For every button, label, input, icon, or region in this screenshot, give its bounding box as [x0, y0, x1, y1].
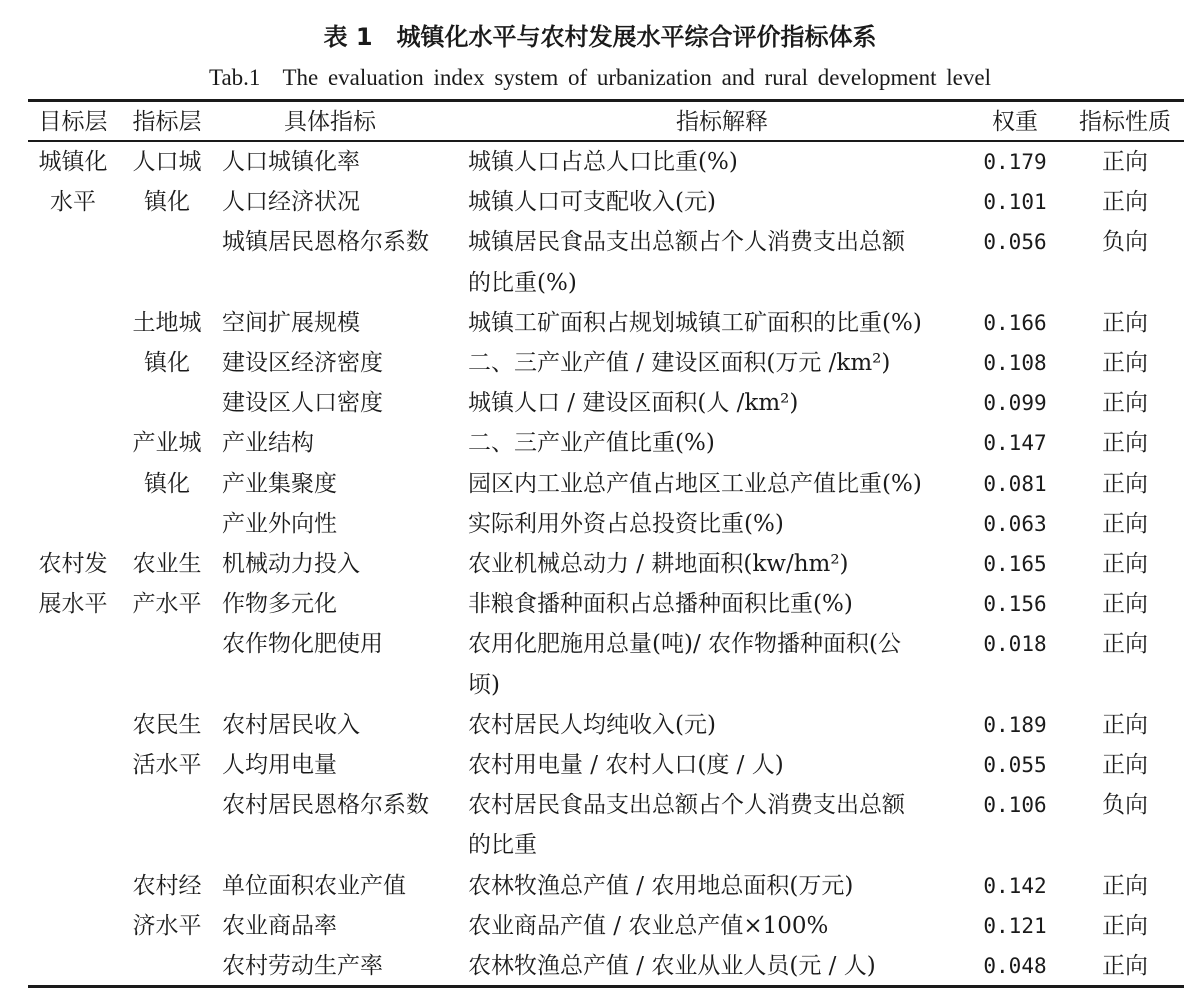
explanation-cell: 的比重(%)	[468, 269, 577, 296]
table-title-english	[0, 62, 1200, 94]
table-row	[0, 423, 1200, 463]
table-row	[0, 343, 1200, 383]
criterion-cell: 镇化	[144, 470, 190, 497]
header-target-layer: 目标层	[38, 109, 108, 135]
weight-cell	[978, 263, 1052, 303]
nature-cell: 正向	[1102, 711, 1148, 738]
criterion-cell: 活水平	[132, 752, 202, 778]
indicator-cell: 人口城镇化率	[222, 149, 360, 175]
criterion-cell	[122, 785, 212, 825]
indicator-cell: 作物多元化	[222, 591, 337, 618]
indicator-cell: 人均用电量	[222, 752, 337, 778]
weight-cell: 0.189	[983, 712, 1047, 737]
target-cell	[28, 705, 118, 745]
table-row	[0, 504, 1200, 544]
criterion-cell	[122, 504, 212, 544]
explanation-cell: 农林牧渔总产值 / 农用地总面积(万元)	[468, 872, 854, 899]
criterion-cell	[122, 665, 212, 705]
table-row	[0, 825, 1200, 865]
nature-cell	[1066, 825, 1184, 865]
nature-cell: 负向	[1102, 229, 1148, 256]
weight-cell: 0.063	[983, 511, 1047, 536]
target-cell	[28, 866, 118, 906]
explanation-cell: 农业商品产值 / 农业总产值×100%	[468, 912, 829, 939]
criterion-cell: 农民生	[132, 711, 202, 738]
weight-cell: 0.081	[983, 471, 1047, 496]
table-row	[0, 182, 1200, 222]
table-row	[0, 705, 1200, 745]
nature-cell	[1066, 263, 1184, 303]
weight-cell: 0.099	[983, 391, 1047, 416]
indicator-cell: 建设区经济密度	[222, 350, 383, 376]
nature-cell: 正向	[1102, 631, 1148, 658]
header-weight: 权重	[992, 109, 1038, 135]
table-row	[0, 263, 1200, 303]
header-indicator: 具体指标	[284, 109, 376, 135]
table-row	[0, 906, 1200, 946]
indicator-cell: 产业结构	[222, 430, 314, 457]
explanation-cell: 农村居民食品支出总额占个人消费支出总额	[468, 792, 905, 819]
explanation-cell: 的比重	[468, 832, 537, 859]
target-cell	[28, 745, 118, 785]
table-row	[0, 222, 1200, 262]
indicator-cell: 单位面积农业产值	[222, 872, 406, 899]
criterion-cell: 镇化	[144, 189, 190, 216]
indicator-cell: 产业外向性	[222, 510, 337, 537]
explanation-cell: 园区内工业总产值占地区工业总产值比重(%)	[468, 470, 922, 497]
criterion-cell	[122, 222, 212, 262]
weight-cell	[978, 825, 1052, 865]
indicator-cell: 农业商品率	[222, 912, 337, 939]
criterion-cell: 产业城	[132, 430, 202, 457]
indicator-cell: 农作物化肥使用	[222, 631, 383, 658]
target-cell	[28, 263, 118, 303]
criterion-cell: 镇化	[144, 350, 190, 376]
target-cell: 农村发	[38, 551, 108, 577]
nature-cell	[1066, 665, 1184, 705]
nature-cell: 正向	[1102, 149, 1148, 175]
nature-cell: 负向	[1102, 792, 1148, 819]
table-row	[0, 383, 1200, 423]
target-cell	[28, 343, 118, 383]
nature-cell: 正向	[1102, 470, 1148, 497]
nature-cell: 正向	[1102, 430, 1148, 457]
target-cell: 展水平	[38, 591, 108, 618]
indicator-cell: 机械动力投入	[222, 551, 360, 577]
indicator-cell	[222, 825, 462, 865]
target-cell	[28, 785, 118, 825]
indicator-cell: 农村居民恩格尔系数	[222, 792, 429, 819]
explanation-cell: 农村用电量 / 农村人口(度 / 人)	[468, 752, 784, 778]
table-row	[0, 866, 1200, 906]
explanation-cell: 城镇人口占总人口比重(%)	[468, 149, 738, 175]
weight-cell: 0.018	[983, 632, 1047, 657]
indicator-cell: 农村劳动生产率	[222, 953, 383, 979]
nature-cell: 正向	[1102, 390, 1148, 417]
nature-cell: 正向	[1102, 551, 1148, 577]
nature-cell: 正向	[1102, 591, 1148, 618]
weight-cell: 0.108	[983, 351, 1047, 375]
header-nature: 指标性质	[1079, 109, 1171, 135]
indicator-cell	[222, 263, 462, 303]
table-row	[0, 665, 1200, 705]
table-row	[0, 464, 1200, 504]
table-row	[0, 584, 1200, 624]
explanation-cell: 城镇工矿面积占规划城镇工矿面积的比重(%)	[468, 309, 922, 336]
explanation-cell: 顷)	[468, 671, 500, 698]
target-cell	[28, 504, 118, 544]
target-cell	[28, 222, 118, 262]
criterion-cell: 土地城	[132, 309, 202, 336]
target-cell	[28, 665, 118, 705]
table-bottom-rule	[28, 985, 1184, 988]
target-cell	[28, 906, 118, 946]
table-row	[0, 303, 1200, 343]
table-title-chinese	[0, 20, 1200, 54]
indicator-cell: 城镇居民恩格尔系数	[222, 229, 429, 256]
explanation-cell: 实际利用外资占总投资比重(%)	[468, 510, 784, 537]
table-number-english: Tab.1	[209, 65, 261, 90]
explanation-cell: 城镇人口 / 建设区面积(人 /km²)	[468, 390, 799, 417]
indicator-cell: 建设区人口密度	[222, 390, 383, 417]
target-cell	[28, 383, 118, 423]
criterion-cell	[122, 383, 212, 423]
indicator-cell	[222, 665, 462, 705]
indicator-cell: 人口经济状况	[222, 189, 360, 216]
weight-cell: 0.166	[983, 310, 1047, 335]
weight-cell: 0.179	[983, 150, 1047, 174]
criterion-cell: 人口城	[132, 149, 202, 175]
criterion-cell	[122, 624, 212, 664]
explanation-cell: 二、三产业产值比重(%)	[468, 430, 715, 457]
table-row	[0, 142, 1200, 182]
weight-cell: 0.106	[983, 793, 1047, 818]
weight-cell: 0.165	[983, 552, 1047, 576]
criterion-cell	[122, 825, 212, 865]
table-row	[0, 745, 1200, 785]
weight-cell: 0.048	[983, 954, 1047, 978]
criterion-cell: 农村经	[132, 872, 202, 899]
header-explanation: 指标解释	[676, 109, 768, 135]
table-title-chinese-text: 城镇化水平与农村发展水平综合评价指标体系	[396, 23, 877, 51]
target-cell	[28, 946, 118, 986]
target-cell	[28, 423, 118, 463]
weight-cell: 0.056	[983, 230, 1047, 255]
explanation-cell: 城镇人口可支配收入(元)	[468, 189, 716, 216]
explanation-cell: 农村居民人均纯收入(元)	[468, 711, 716, 738]
criterion-cell	[122, 946, 212, 986]
nature-cell: 正向	[1102, 912, 1148, 939]
explanation-cell: 农林牧渔总产值 / 农业从业人员(元 / 人)	[468, 953, 876, 979]
target-cell	[28, 825, 118, 865]
header-criterion-layer: 指标层	[132, 109, 202, 135]
criterion-cell: 产水平	[132, 591, 202, 618]
indicator-cell: 产业集聚度	[222, 470, 337, 497]
weight-cell: 0.142	[983, 873, 1047, 898]
criterion-cell: 济水平	[132, 912, 202, 939]
weight-cell: 0.147	[983, 431, 1047, 456]
target-cell	[28, 303, 118, 343]
target-cell	[28, 464, 118, 504]
table-title-english-text: The evaluation index system of urbanization and rural development level	[282, 65, 991, 90]
indicator-cell: 农村居民收入	[222, 711, 360, 738]
table-row	[0, 946, 1200, 986]
explanation-cell: 城镇居民食品支出总额占个人消费支出总额	[468, 229, 905, 256]
weight-cell	[978, 665, 1052, 705]
nature-cell: 正向	[1102, 350, 1148, 376]
nature-cell: 正向	[1102, 872, 1148, 899]
indicator-cell: 空间扩展规模	[222, 309, 360, 336]
table-row	[0, 785, 1200, 825]
weight-cell: 0.055	[983, 753, 1047, 777]
criterion-cell: 农业生	[132, 551, 202, 577]
nature-cell: 正向	[1102, 510, 1148, 537]
nature-cell: 正向	[1102, 752, 1148, 778]
weight-cell: 0.121	[983, 913, 1047, 938]
criterion-cell	[122, 263, 212, 303]
target-cell: 水平	[50, 189, 96, 216]
table-number-chinese: 表 1	[323, 23, 373, 51]
weight-cell: 0.156	[983, 592, 1047, 617]
nature-cell: 正向	[1102, 189, 1148, 216]
explanation-cell: 农用化肥施用总量(吨)/ 农作物播种面积(公	[468, 631, 901, 658]
table-row	[0, 624, 1200, 664]
explanation-cell: 二、三产业产值 / 建设区面积(万元 /km²)	[468, 350, 891, 376]
weight-cell: 0.101	[983, 190, 1047, 215]
target-cell: 城镇化	[38, 149, 108, 175]
explanation-cell: 农业机械总动力 / 耕地面积(kw/hm²)	[468, 551, 849, 577]
nature-cell: 正向	[1102, 309, 1148, 336]
nature-cell: 正向	[1102, 953, 1148, 979]
explanation-cell: 非粮食播种面积占总播种面积比重(%)	[468, 591, 853, 618]
table-row	[0, 544, 1200, 584]
target-cell	[28, 624, 118, 664]
